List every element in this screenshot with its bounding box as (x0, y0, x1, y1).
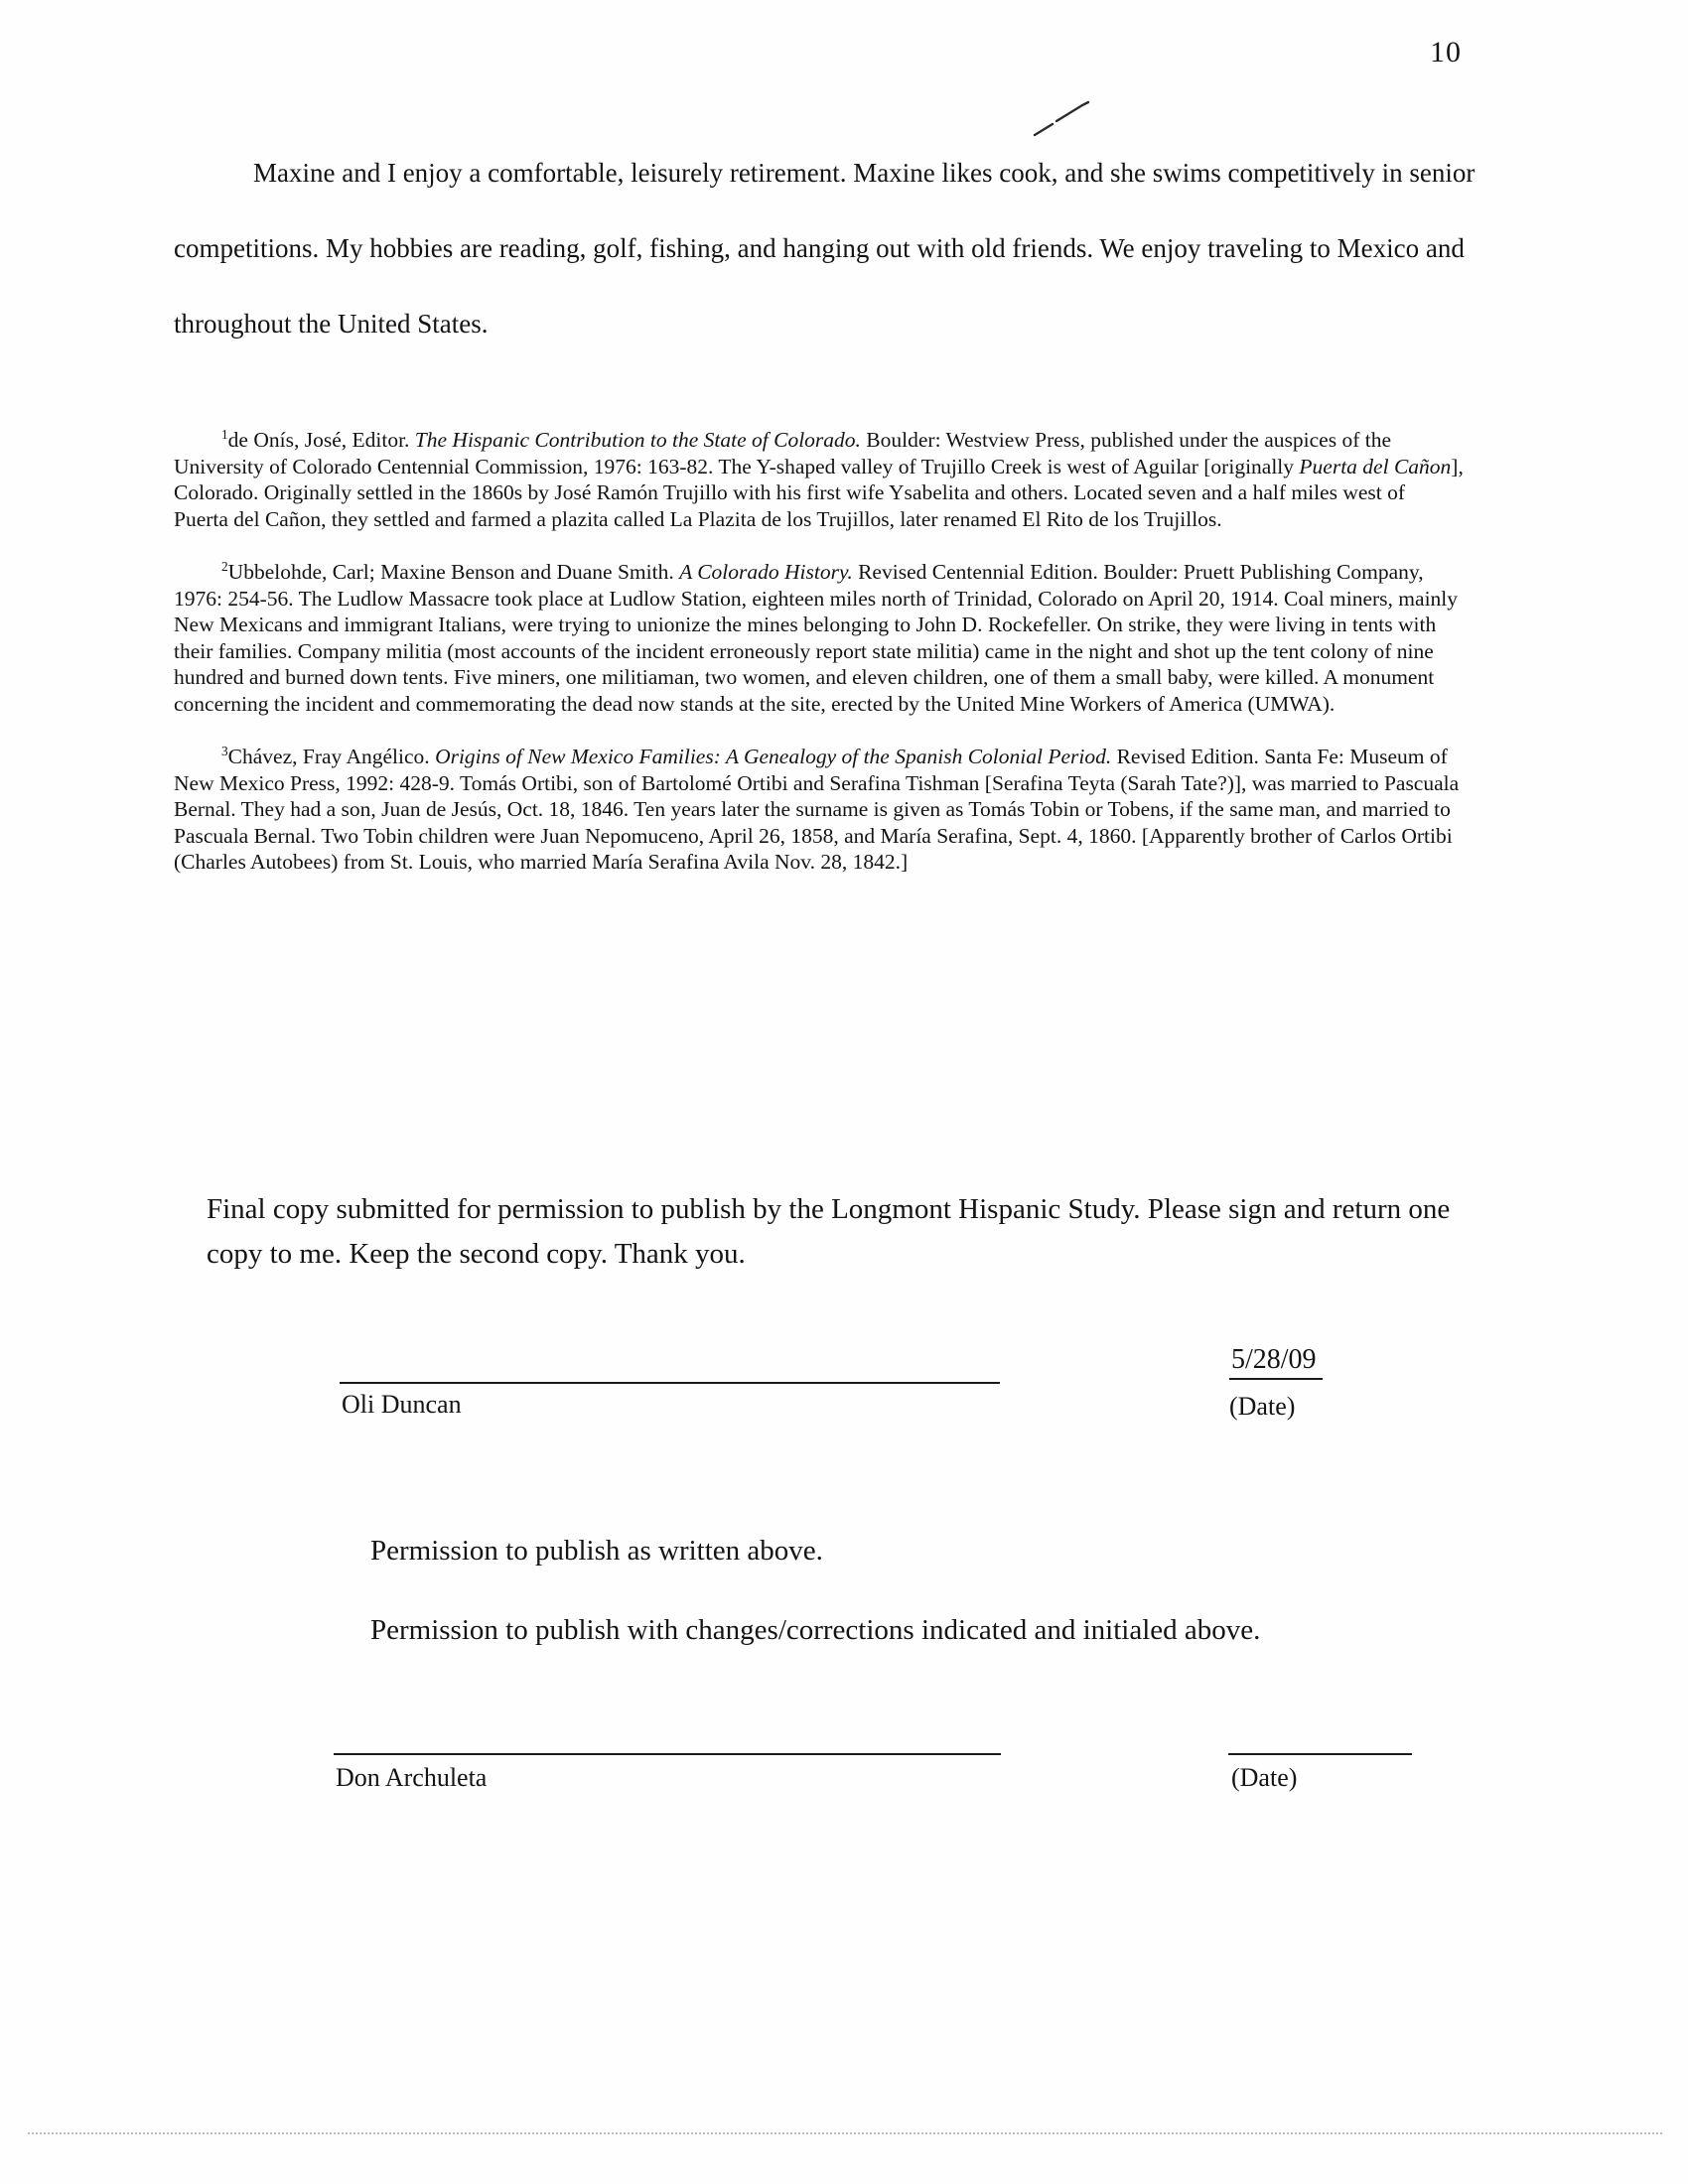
permission-option-as-written: Permission to publish as written above. (370, 1535, 823, 1567)
date-value-first: 5/28/09 (1229, 1344, 1323, 1380)
date-label-first: (Date) (1229, 1392, 1296, 1421)
signature-name-second: Don Archuleta (336, 1763, 488, 1792)
permission-option-with-changes: Permission to publish with changes/corrections indicated and initialed above. (370, 1614, 1261, 1646)
date-label-second: (Date) (1231, 1763, 1298, 1792)
date-line-second (1228, 1753, 1412, 1755)
footnotes-section (174, 427, 1465, 902)
signature-line-second (334, 1753, 1001, 1755)
page-number: 10 (1430, 36, 1462, 68)
signature-line-first (340, 1382, 1000, 1384)
scan-edge-artifact (28, 2132, 1662, 2134)
body-paragraph: Maxine and I enjoy a comfortable, leisurely retirement. Maxine likes cook, and she swims competitively in senior competitions. My hobbies are reading, golf, fishing, and hanging out with old friends. We enjoy traveling to Mexico and throughout the United States. (174, 158, 1476, 339)
footnote-3: $^3$Chávez, Fray Angélico. Origins of New Mexico Families: A Genealogy of the Spanish Colonial Period. Revised Edition. Santa Fe: Museum of New Mexico Press, 1992: 428-9. Tomás Ortibi, son of Bartolomé Ortibi and Serafina Tishman [Serafina Teyta (Sarah Tate?)], was married to Pascuala Bernal. They had a son, Juan de Jesús, Oct. 18, 1846. Ten years later the surname is given as Tomás Tobin or Tobens, if the same man, and married to Pascuala Bernal. Two Tobin children were Juan Nepomuceno, April 26, 1858, and María Serafina, Sept. 4, 1860. [Apparently brother of Carlos Ortibi (Charles Autobees) from St. Louis, who married María Serafina Avila Nov. 28, 1842.] (174, 743, 1460, 874)
footnote-1: $^1$de Onís, José, Editor. The Hispanic Contribution to the State of Colorado. Boulder: Westview Press, published under the auspices of the University of Colorado Centennial Commission, 1976: 163-82. The Y-shaped valley of Trujillo Creek is west of Aguilar [originally Puerta del Cañon], Colorado. Originally settled in the 1860s by José Ramón Trujillo with his first wife Ysabelita and others. Located seven and a half miles west of Puerta del Cañon, they settled and farmed a plazita called La Plazita de los Trujillos, later renamed El Rito de los Trujillos. (174, 426, 1464, 531)
closing-paragraph: Final copy submitted for permission to publish by the Longmont Hispanic Study. Please sign and return one copy to me. Keep the second copy. Thank you. (207, 1193, 1451, 1270)
footnote-2: $^2$Ubbelohde, Carl; Maxine Benson and Duane Smith. A Colorado History. Revised Centennial Edition. Boulder: Pruett Publishing Company, 1976: 254-56. The Ludlow Massacre took place at Ludlow Station, eighteen miles north of Trinidad, Colorado on April 20, 1914. Coal miners, mainly New Mexicans and immigrant Italians, were trying to unionize the mines belonging to John D. Rockefeller. On strike, they were living in tents with their families. Company militia (most accounts of the incident erroneously report state militia) came in the night and shot up the tent colony of nine hundred and burned down tents. Five miners, one militiaman, two women, and eleven children, one of them a small baby, were killed. A monument concerning the incident and commemorating the dead now stands at the site, erected by the United Mine Workers of America (UMWA). (174, 558, 1459, 716)
signature-name-first: Oli Duncan (342, 1390, 462, 1419)
